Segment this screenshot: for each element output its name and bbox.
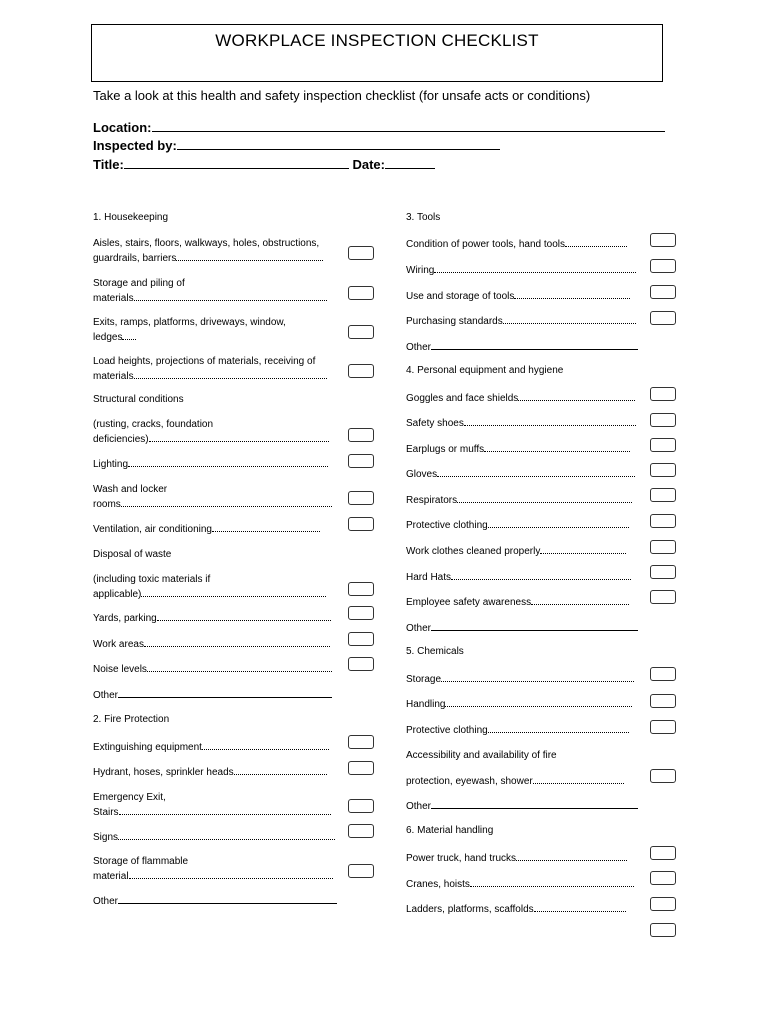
location-row [93, 119, 665, 135]
item-label: Power truck, hand trucks [406, 853, 517, 864]
checkbox[interactable] [650, 871, 676, 885]
item-label: Exits, ramps, platforms, driveways, window, [93, 317, 286, 328]
item-label: Other [406, 623, 432, 634]
item-protective [406, 518, 629, 533]
item-toxic [93, 573, 326, 601]
item-other-1 [93, 688, 332, 703]
item-label: Ventilation, air conditioning [93, 524, 212, 535]
section-material: 6. Material handling [406, 825, 494, 836]
item-structural: Structural conditions [93, 394, 184, 405]
other-field[interactable] [431, 799, 638, 809]
checkbox[interactable] [650, 413, 676, 427]
section-chemicals: 5. Chemicals [406, 646, 464, 657]
title-box [91, 24, 663, 82]
other-field[interactable] [118, 894, 337, 904]
date-field[interactable] [385, 156, 435, 169]
item-other-2 [93, 894, 337, 909]
checkbox[interactable] [650, 233, 676, 247]
item-lighting [93, 457, 328, 472]
item-label: Wiring [406, 265, 435, 276]
item-label: Storage [406, 674, 442, 685]
checkbox[interactable] [650, 387, 676, 401]
item-yards [93, 611, 331, 626]
checkbox[interactable] [650, 311, 676, 325]
title-date-row [93, 156, 435, 172]
checkbox[interactable] [650, 285, 676, 299]
item-label: Earplugs or muffs [406, 444, 485, 455]
item-ladders [406, 902, 626, 917]
checkbox[interactable] [650, 259, 676, 273]
title-field[interactable] [124, 156, 349, 169]
item-label: materials [93, 292, 134, 304]
item-load [93, 355, 327, 383]
checkbox[interactable] [650, 488, 676, 502]
item-label: protection, eyewash, shower [406, 776, 533, 787]
item-label: materials [93, 370, 134, 382]
item-shoes [406, 416, 636, 431]
checkbox[interactable] [348, 246, 374, 260]
item-label: rooms [93, 498, 121, 510]
checkbox[interactable] [650, 514, 676, 528]
section-personal: 4. Personal equipment and hygiene [406, 365, 564, 376]
checkbox[interactable] [650, 438, 676, 452]
item-label: Condition of power tools, hand tools [406, 239, 565, 250]
item-label: material [93, 870, 129, 882]
item-label: Use and storage of tools [406, 291, 515, 302]
inspected-by-label: Inspected by: [93, 138, 177, 153]
item-label: Lighting [93, 459, 129, 470]
item-label: Yards, parking [93, 613, 157, 624]
other-field[interactable] [431, 340, 638, 350]
item-work-clothes [406, 544, 626, 559]
item-noise [93, 662, 332, 677]
date-label: Date: [352, 157, 385, 172]
location-field[interactable] [152, 119, 665, 132]
item-label: Ladders, platforms, scaffolds [406, 904, 534, 915]
item-label: Work clothes cleaned properly [406, 546, 541, 557]
item-flammable [93, 855, 333, 883]
item-label: Employee safety awareness [406, 597, 532, 608]
item-storage [93, 277, 327, 305]
item-label: Wash and locker [93, 484, 168, 495]
item-eyewash [406, 774, 624, 789]
item-gloves [406, 467, 635, 482]
item-label: Safety shoes [406, 418, 464, 429]
item-label: Aisles, stairs, floors, walkways, holes, obstructions, [93, 238, 320, 249]
inspected-by-field[interactable] [177, 137, 500, 150]
item-label: Hydrant, hoses, sprinkler heads [93, 767, 234, 778]
checkbox[interactable] [348, 864, 374, 878]
checkbox[interactable] [650, 720, 676, 734]
item-label: (including toxic materials if [93, 574, 211, 585]
title-label: Title: [93, 157, 124, 172]
checkbox[interactable] [348, 286, 374, 300]
item-label: Hard Hats [406, 572, 452, 583]
item-other-5 [406, 799, 638, 814]
inspected-by-row [93, 137, 500, 153]
item-label: Goggles and face shields [406, 393, 519, 404]
checkbox[interactable] [348, 799, 374, 813]
item-label: Signs [93, 832, 119, 843]
checkbox[interactable] [348, 657, 374, 671]
item-label: Extinguishing equipment [93, 742, 202, 753]
other-field[interactable] [431, 621, 638, 631]
item-label: Protective clothing [406, 520, 488, 531]
item-wash [93, 483, 332, 511]
page-title: WORKPLACE INSPECTION CHECKLIST [215, 31, 539, 50]
checkbox[interactable] [650, 923, 676, 937]
item-other-3 [406, 340, 638, 355]
item-emergency [93, 791, 331, 819]
item-protective-2 [406, 723, 629, 738]
checkbox[interactable] [348, 491, 374, 505]
item-label: Emergency Exit, [93, 792, 166, 803]
checkbox[interactable] [348, 582, 374, 596]
item-label: Load heights, projections of materials, receiving of [93, 356, 316, 367]
item-use-storage [406, 289, 630, 304]
item-label: (rusting, cracks, foundation [93, 419, 214, 430]
checkbox[interactable] [348, 632, 374, 646]
item-goggles [406, 391, 635, 406]
checkbox[interactable] [348, 606, 374, 620]
item-label: Handling [406, 699, 446, 710]
checkbox[interactable] [650, 769, 676, 783]
section-tools: 3. Tools [406, 212, 441, 223]
checkbox[interactable] [348, 824, 374, 838]
item-handling [406, 697, 632, 712]
item-exits [93, 316, 286, 344]
item-earplugs [406, 442, 630, 457]
item-signs [93, 830, 335, 845]
item-label: Storage of flammable [93, 856, 189, 867]
item-awareness [406, 595, 629, 610]
item-label: Work areas [93, 639, 144, 650]
item-label: Purchasing standards [406, 316, 503, 327]
item-label: Cranes, hoists [406, 879, 470, 890]
item-label: Other [406, 342, 432, 353]
item-label: Protective clothing [406, 725, 488, 736]
item-accessibility: Accessibility and availability of fire [406, 750, 557, 761]
checkbox[interactable] [348, 428, 374, 442]
item-power-tools [406, 237, 627, 252]
section-fire: 2. Fire Protection [93, 714, 170, 725]
checkbox[interactable] [650, 667, 676, 681]
checkbox[interactable] [650, 846, 676, 860]
item-extinguishing [93, 740, 329, 755]
item-label: applicable) [93, 588, 142, 600]
checkbox[interactable] [348, 735, 374, 749]
item-purchasing [406, 314, 636, 329]
item-storage [406, 672, 634, 687]
checkbox[interactable] [650, 463, 676, 477]
other-field[interactable] [118, 688, 332, 698]
location-label: Location: [93, 120, 152, 135]
checkbox[interactable] [650, 590, 676, 604]
item-label: Respirators [406, 495, 458, 506]
item-rusting [93, 418, 329, 446]
section-housekeeping: 1. Housekeeping [93, 212, 169, 223]
item-label: Stairs [93, 806, 119, 818]
checkbox[interactable] [348, 364, 374, 378]
checkbox[interactable] [348, 761, 374, 775]
checkbox[interactable] [650, 540, 676, 554]
item-hard-hats [406, 570, 631, 585]
item-power-truck [406, 851, 627, 866]
checkbox[interactable] [650, 897, 676, 911]
checkbox[interactable] [348, 454, 374, 468]
checkbox[interactable] [650, 694, 676, 708]
item-hydrant [93, 765, 327, 780]
item-other-4 [406, 621, 638, 636]
checkbox[interactable] [650, 565, 676, 579]
item-wiring [406, 263, 636, 278]
item-label: Storage and piling of [93, 278, 185, 289]
item-aisles [93, 237, 323, 265]
item-label: Other [93, 690, 119, 701]
item-cranes [406, 877, 634, 892]
checkbox[interactable] [348, 325, 374, 339]
checkbox[interactable] [348, 517, 374, 531]
item-work-areas [93, 637, 330, 652]
item-label: guardrails, barriers [93, 252, 177, 264]
item-label: ledges [93, 331, 123, 343]
item-disposal: Disposal of waste [93, 549, 172, 560]
item-label: Noise levels [93, 664, 147, 675]
item-respirators [406, 493, 632, 508]
intro-text: Take a look at this health and safety inspection checklist (for unsafe acts or conditions) [93, 88, 591, 103]
item-label: Other [406, 801, 432, 812]
item-label: Gloves [406, 469, 438, 480]
item-label: deficiencies) [93, 433, 149, 445]
item-ventilation [93, 522, 320, 537]
item-label: Other [93, 896, 119, 907]
